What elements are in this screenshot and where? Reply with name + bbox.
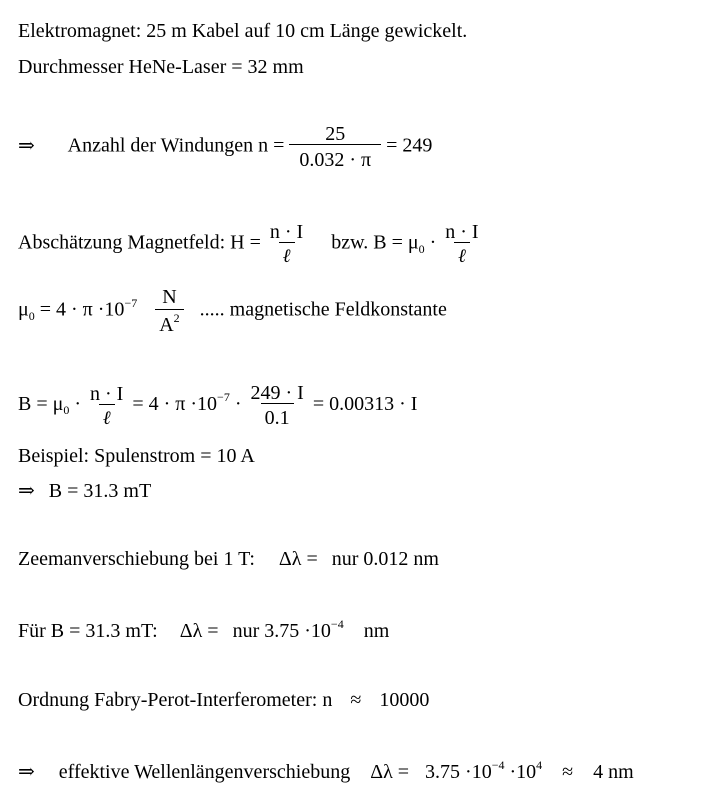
fuer-value: nur 3.75 ·10: [232, 620, 331, 642]
fabry-value: 10000: [379, 689, 430, 711]
equation-mu0: [18, 287, 447, 335]
bcalc-mid-dot: ·: [229, 393, 242, 416]
effective-mid: ·10: [504, 761, 537, 783]
mu0-description: ..... magnetische Feldkonstante: [199, 298, 447, 321]
mu0-value: = 4 · π ·10: [39, 298, 125, 321]
equation-field-estimate: [18, 222, 483, 266]
fuer-delta-lambda: Δλ =: [179, 620, 219, 642]
bcalc-dot: ·: [69, 393, 82, 416]
field-b-fraction: [441, 222, 482, 266]
windings-label: Anzahl der Windungen n =: [67, 134, 285, 157]
effective-exponent-2: 4: [536, 758, 543, 772]
bcalc-fraction-1-denominator: ℓ: [99, 404, 115, 428]
effective-value: 3.75 ·10: [425, 761, 492, 783]
windings-denominator: 0.032 · π: [289, 144, 381, 170]
text-fabry-perot: [18, 690, 429, 710]
bcalc-fraction-1: [86, 384, 127, 428]
field-mu-subscript: 0: [418, 241, 425, 256]
implies-arrow-icon: ⇒: [18, 134, 35, 157]
field-b-numerator: n · I: [445, 221, 479, 243]
effective-result: 4 nm: [593, 761, 634, 783]
field-dot: ·: [429, 231, 437, 254]
bcalc-fraction-1-numerator: n · I: [90, 382, 124, 405]
fuer-unit: nm: [363, 620, 390, 642]
text-shift-31mT: [18, 617, 390, 642]
text-line-laser-diameter: Durchmesser HeNe-Laser = 32 mm: [18, 56, 304, 78]
windings-fraction: [289, 124, 381, 170]
mu0-unit-fraction: [155, 287, 183, 335]
bcalc-fraction-2: [247, 383, 308, 428]
equation-b-calc: [18, 383, 417, 428]
bcalc-mid-exponent: −7: [217, 390, 230, 405]
text-line-electromagnet: Elektromagnet: 25 m Kabel auf 10 cm Länge gewickelt.: [18, 20, 468, 42]
mu0-unit-exponent: 2: [173, 311, 180, 325]
mu0-unit-ampere: A: [159, 314, 174, 336]
effective-delta-lambda: Δλ =: [370, 761, 410, 783]
implies-arrow-icon: ⇒: [18, 480, 35, 502]
b-result-value: B = 31.3 mT: [48, 480, 152, 502]
bcalc-mid: = 4 · π ·10: [132, 393, 218, 416]
mu0-exponent: −7: [124, 295, 138, 310]
field-bzw: bzw. B = μ: [331, 231, 419, 254]
equation-windings: [18, 124, 432, 170]
mu0-unit-denominator: [155, 309, 183, 335]
bcalc-subscript: 0: [63, 403, 70, 418]
bcalc-fraction-2-numerator: 249 · I: [250, 382, 304, 404]
field-h-denominator: ℓ: [279, 242, 295, 266]
implies-arrow-icon: ⇒: [18, 761, 35, 783]
mu0-subscript: 0: [28, 308, 35, 323]
zeeman-label: Zeemanverschiebung bei 1 T:: [18, 548, 255, 570]
text-effective-shift: [18, 758, 634, 783]
text-example-current: Beispiel: Spulenstrom = 10 A: [18, 445, 255, 467]
field-label: Abschätzung Magnetfeld: H =: [18, 231, 261, 254]
effective-exponent-1: −4: [491, 758, 505, 772]
mu0-unit-numerator: N: [162, 286, 177, 308]
windings-numerator: 25: [325, 123, 346, 145]
effective-approx: ≈: [562, 761, 574, 783]
effective-label: effektive Wellenlängenverschiebung: [58, 761, 351, 783]
field-b-denominator: ℓ: [454, 242, 470, 266]
fuer-label: Für B = 31.3 mT:: [18, 620, 158, 642]
fabry-label: Ordnung Fabry-Perot-Interferometer: n: [18, 689, 333, 711]
text-zeeman: [18, 549, 439, 569]
bcalc-lhs: B = μ: [18, 393, 64, 416]
fabry-approx: ≈: [350, 689, 362, 711]
windings-result: = 249: [386, 134, 433, 157]
field-h-numerator: n · I: [269, 221, 304, 243]
text-b-result: [18, 481, 151, 501]
zeeman-delta-lambda: Δλ =: [278, 548, 318, 570]
bcalc-result: = 0.00313 · I: [312, 393, 418, 416]
bcalc-fraction-2-denominator: 0.1: [261, 403, 294, 428]
zeeman-value: nur 0.012 nm: [331, 548, 439, 570]
field-h-fraction: [266, 222, 307, 266]
mu0-symbol: μ: [18, 298, 29, 321]
fuer-exponent: −4: [330, 617, 344, 631]
